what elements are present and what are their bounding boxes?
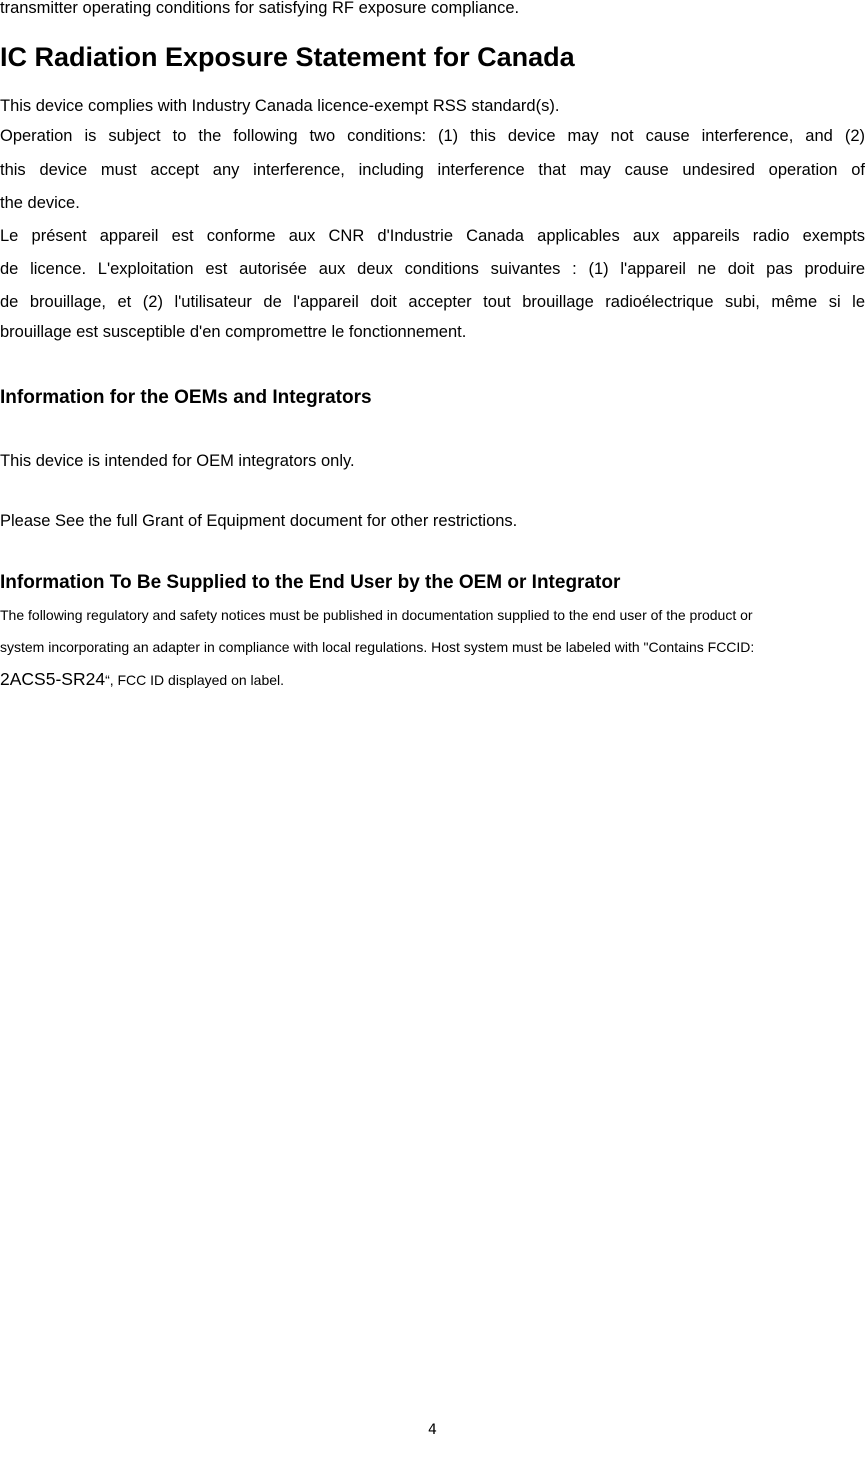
oem-paragraph-1: This device is intended for OEM integrators only. xyxy=(0,452,355,470)
ic-line-1: This device complies with Industry Canada licence-exempt RSS standard(s). xyxy=(0,97,560,115)
page-number: 4 xyxy=(428,1422,437,1438)
ic-section-title: IC Radiation Exposure Statement for Canada xyxy=(0,42,575,72)
end-user-line-2: system incorporating an adapter in compliance with local regulations. Host system must be labeled with "Contains FCCID: xyxy=(0,639,755,655)
ic-line-5: Le présent appareil est conforme aux CNR d'Industrie Canada applicables aux appareils radio exempts xyxy=(0,227,865,245)
ic-line-2: Operation is subject to the following two conditions: (1) this device may not cause interference, and (2) xyxy=(0,127,865,145)
intro-line: transmitter operating conditions for satisfying RF exposure compliance. xyxy=(0,0,520,17)
ic-line-8: brouillage est susceptible d'en compromettre le fonctionnement. xyxy=(0,323,467,341)
end-user-line-1: The following regulatory and safety notices must be published in documentation supplied to the end user of the product or xyxy=(0,607,753,623)
ic-line-3: this device must accept any interference, including interference that may cause undesired operation of xyxy=(0,161,865,179)
ic-line-7: de brouillage, et (2) l'utilisateur de l'appareil doit accepter tout brouillage radioélectrique subi, même si le xyxy=(0,293,865,311)
ic-line-4: the device. xyxy=(0,194,80,212)
end-user-section-title: Information To Be Supplied to the End User by the OEM or Integrator xyxy=(0,572,621,593)
oem-section-title: Information for the OEMs and Integrators xyxy=(0,387,372,408)
end-user-line-3-suffix: “, FCC ID displayed on label. xyxy=(105,672,285,688)
fcc-id: 2ACS5-SR24 xyxy=(0,669,106,689)
ic-line-6: de licence. L'exploitation est autorisée aux deux conditions suivantes : (1) l'appareil ne doit pas produire xyxy=(0,260,865,278)
oem-paragraph-2: Please See the full Grant of Equipment document for other restrictions. xyxy=(0,512,518,530)
end-user-line-3 xyxy=(0,670,284,689)
